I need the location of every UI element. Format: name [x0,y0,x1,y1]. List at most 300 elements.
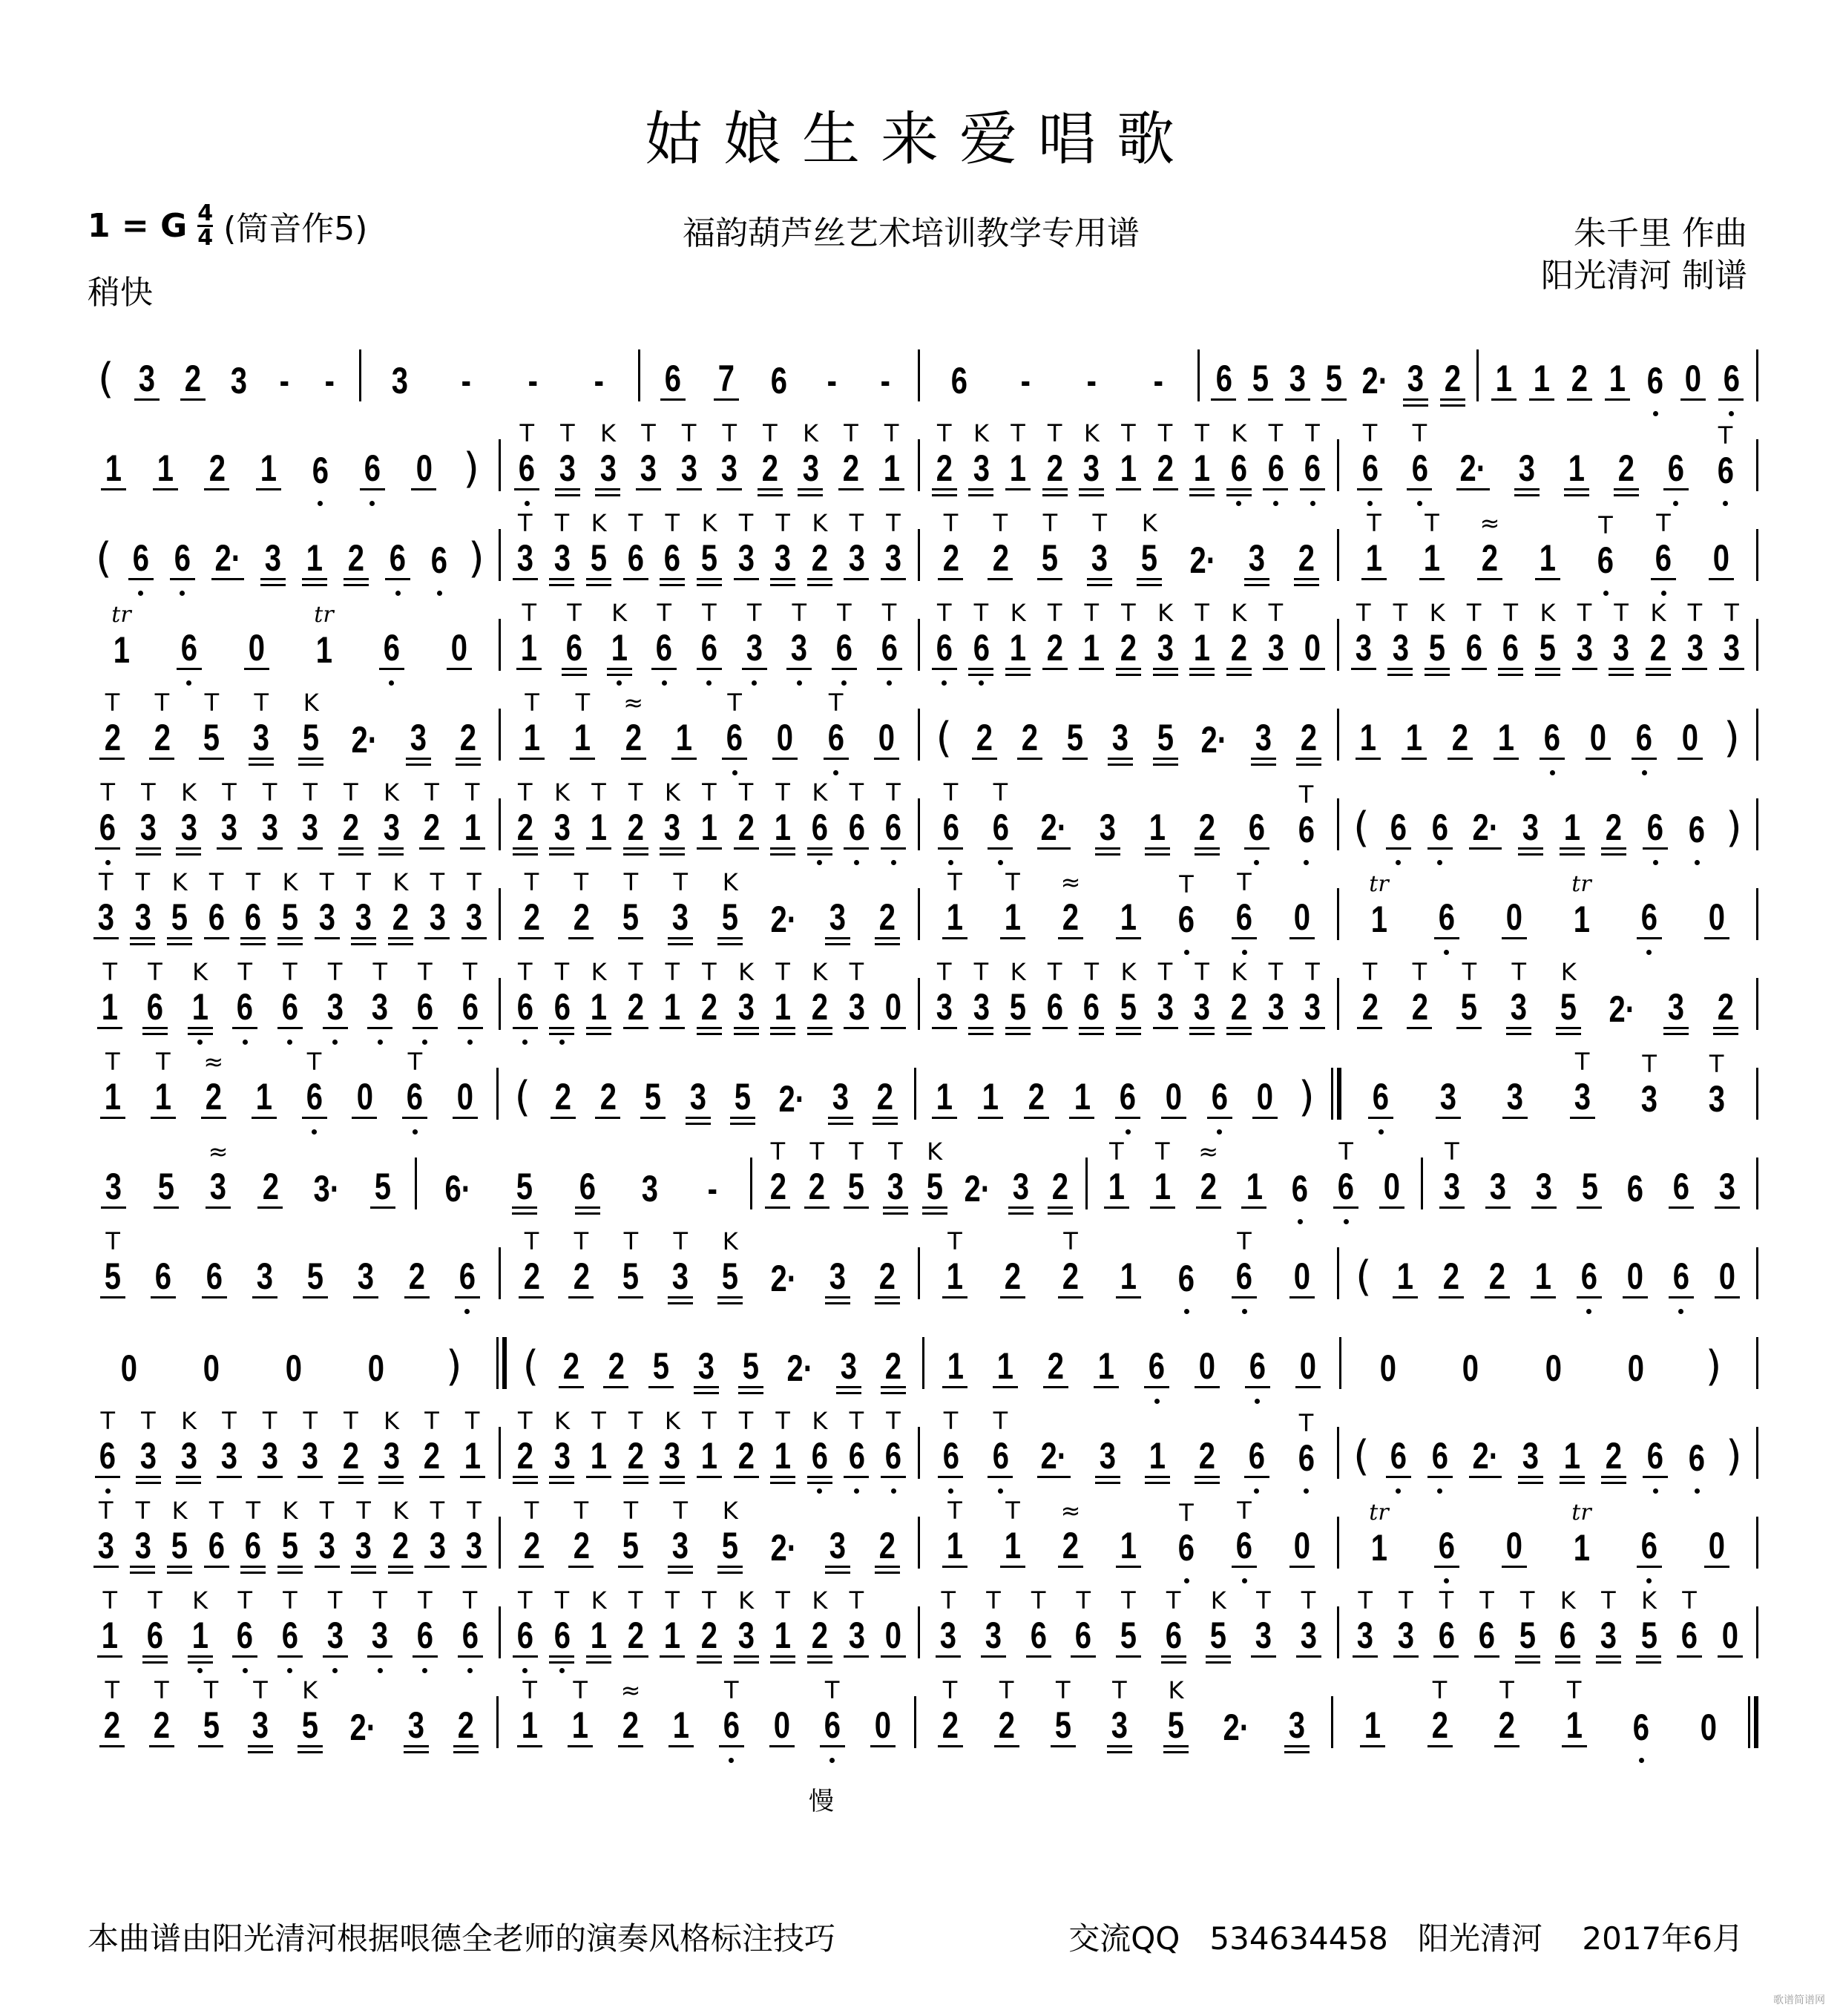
note-digit: 1 [982,1076,999,1117]
note [154,1135,179,1224]
note [660,326,686,416]
articulation-mark: T [518,1586,533,1615]
note-digit: 6 [208,896,225,938]
note-digit: 2 [1062,1255,1080,1297]
note-digit: 5 [700,537,718,579]
note-digit: 3 [1357,1615,1374,1656]
low-octave-dot [1653,411,1658,416]
note-digit: 6 [1597,539,1614,581]
measure [1088,1135,1421,1224]
articulation-mark: K [1650,599,1666,627]
note-digit: 2 [608,1345,625,1387]
articulation-mark: T [1011,419,1025,447]
note-digit: 0 [1198,1345,1216,1387]
note-digit: 3 [105,1166,122,1207]
low-octave-dot [729,1758,734,1763]
note [1637,1494,1662,1583]
articulation-mark: T [888,1137,903,1166]
underline [623,847,648,858]
note [932,1045,957,1135]
articulation-mark: T [372,1586,388,1615]
note [413,1583,438,1673]
underline [411,488,436,499]
note-digit: 1 [1120,447,1137,489]
note-digit: 0 [1293,1525,1311,1566]
note-digit: 1 [306,537,323,579]
low-octave-dot [979,680,984,686]
underline [807,1476,832,1487]
note [116,1314,142,1404]
note-digit: 3 [1600,1615,1617,1656]
underline [1145,1476,1170,1487]
underline [1195,1386,1220,1397]
note [454,326,479,416]
note [1555,1583,1580,1673]
underline [734,1655,759,1667]
articulation-mark: T [1084,958,1100,986]
note-digit: 5 [301,1704,318,1746]
note-digit: 2 [1361,986,1379,1028]
underline [1535,668,1560,679]
note-digit: 0 [1627,1347,1644,1389]
note [1037,506,1062,596]
underline [427,580,452,589]
note [1485,1135,1511,1224]
note [1425,596,1450,686]
underline [1623,1296,1648,1307]
articulation-mark: K [1157,599,1174,627]
note [807,775,832,865]
articulation-mark: T [884,419,899,447]
note [770,1583,795,1673]
underline [1562,1745,1587,1756]
articulation-mark: T [1154,1137,1170,1166]
underline [323,1027,348,1038]
note-digit: 2 [1230,627,1247,669]
note [411,416,436,506]
note-digit: 1 [1120,1525,1137,1566]
underline [1419,578,1445,589]
note-digit: 6 [1177,1527,1195,1569]
note-digit: 0 [1718,1255,1736,1297]
note-digit: 2 [737,807,755,848]
note [167,1494,192,1583]
trill-mark: tr [1369,871,1389,897]
note [1407,416,1432,506]
note-digit: 3 [383,1435,400,1477]
articulation-mark: K [973,419,989,447]
note [1651,506,1676,596]
underline [874,758,899,769]
note-digit: 0 [203,1347,220,1389]
articulation-mark: K [383,1407,399,1435]
articulation-mark: T [222,1407,237,1435]
note-digit: 3 [672,1255,689,1297]
articulation-mark: T [574,868,589,896]
note-digit: 1 [1405,717,1423,758]
note [1263,416,1288,506]
note-digit: 3 [139,358,156,399]
low-octave-dot [422,1668,427,1673]
underline [714,398,739,410]
note-digit: 6 [579,1166,596,1207]
note-digit: 3 [973,986,990,1028]
articulation-mark: T [567,599,582,627]
note-digit: 3 [429,1525,446,1566]
underline [883,1206,908,1218]
underline [370,1206,395,1218]
note [1251,1583,1276,1673]
note-digit: 3 [220,1435,238,1477]
underline [1606,1029,1638,1038]
underline [514,488,539,499]
low-octave-dot [1217,1129,1222,1135]
underline [1407,1027,1432,1038]
note [875,865,900,955]
underline [1637,937,1662,948]
note [767,1494,800,1583]
note [881,955,906,1045]
underline [298,847,323,858]
note [767,865,800,955]
underline [1195,1476,1220,1487]
note-digit: 6 [950,360,967,401]
underline [717,1296,743,1307]
note [1153,416,1178,506]
measure [507,1314,921,1404]
underline [586,1655,611,1667]
underline [298,1745,323,1756]
note [1244,1404,1269,1494]
note-digit: 3 [737,986,755,1028]
note [252,1045,277,1135]
note [1704,865,1729,955]
note-digit: 2 [573,1255,590,1297]
underline [404,1745,429,1756]
underline [1094,1386,1119,1397]
note-digit: 6 [1267,447,1284,489]
low-octave-dot [817,1488,822,1494]
note [1713,416,1738,506]
note-digit: 6 [306,1076,323,1117]
measure [82,1494,499,1583]
articulation-mark: T [1709,1050,1724,1078]
note [244,596,269,686]
underline [100,1117,125,1128]
note [1226,416,1252,506]
note-digit: 3 [1099,1435,1116,1477]
note [513,775,538,865]
note [188,955,213,1045]
note [1284,1673,1310,1763]
score-row [82,416,1758,506]
underline [151,1296,176,1307]
note [734,775,759,865]
underline [825,1296,850,1307]
note [136,1404,161,1494]
note-digit: 2 [457,1704,475,1746]
low-octave-dot [833,770,838,775]
note [260,506,286,596]
note-digit: 1 [1004,1525,1022,1566]
underline [742,668,767,679]
measure [82,506,499,596]
note [101,416,126,506]
note [1287,1135,1312,1224]
underline [1540,758,1565,769]
underline [1048,1206,1073,1218]
note [1569,1494,1594,1583]
underline [441,1209,474,1218]
note [370,1135,395,1224]
note [734,1404,759,1494]
underline [232,1655,257,1667]
measure [82,865,499,955]
note-digit: 1 [1009,627,1027,669]
underline [149,758,174,769]
underline [277,1027,303,1038]
low-octave-dot [180,591,185,596]
articulation-mark: T [673,1227,689,1255]
note [1062,686,1088,775]
note-digit: 5 [1167,1704,1185,1746]
note [766,326,792,416]
note-digit: 6 [459,1255,476,1297]
note [277,1494,303,1583]
low-octave-dot [1254,1488,1259,1494]
underline [516,668,542,679]
articulation-mark: T [937,958,952,986]
underline [1251,1655,1276,1667]
note-digit: 3 [848,1615,865,1656]
articulation-mark: T [986,1586,1001,1615]
note-digit: 6 [884,807,902,848]
articulation-mark: T [1055,1676,1071,1704]
note-digit: 3 [642,1168,659,1209]
note-digit: 2 [878,1255,896,1297]
underline [1333,1206,1358,1218]
underline [199,1388,224,1397]
underline [697,847,722,858]
measure [1339,865,1756,955]
note-digit: 1 [775,1615,792,1656]
note [520,326,545,416]
note-digit: 0 [1700,1707,1717,1748]
note [346,1673,379,1763]
note-digit: 0 [1165,1076,1182,1117]
note [932,596,957,686]
note-digit: 0 [457,1076,474,1117]
underline [519,1296,544,1307]
note-digit: 6 [1580,1255,1598,1297]
note-digit: 3 [355,1525,372,1566]
note [461,865,487,955]
note-digit: 2 [1046,627,1063,669]
note [618,1494,643,1583]
underline [936,1655,961,1667]
articulation-mark: T [356,868,371,896]
underline [932,668,957,679]
note [1684,775,1709,865]
low-octave-dot [467,1040,473,1045]
underline [1531,1206,1557,1218]
underline [1043,1386,1068,1397]
note-digit: 1 [775,1435,792,1477]
note [1357,955,1382,1045]
note-digit: 6 [973,627,990,669]
note-digit: 1 [524,717,541,758]
note-digit: - [594,360,605,401]
note [338,775,364,865]
underline [1026,1655,1051,1667]
note [1095,775,1120,865]
note-digit: 3 [848,537,865,579]
underline [1601,847,1626,858]
note [151,1045,176,1135]
underline [807,1027,832,1038]
articulation-mark: T [1121,1586,1136,1615]
note-digit: 2 [104,717,121,758]
underline [767,1568,800,1577]
underline [1116,1027,1141,1038]
underline [972,758,997,769]
date: 2017年6月 [1582,1920,1744,1957]
articulation-mark: T [947,1227,962,1255]
note-digit: 1 [664,986,681,1028]
underline [618,937,643,948]
note-digit: 5 [1120,986,1137,1028]
note [1440,326,1465,416]
underline [252,1117,277,1128]
note [994,1673,1019,1763]
note-digit: 2 [1481,537,1499,579]
note [272,326,297,416]
note [1448,686,1473,775]
note-digit: 1 [936,1076,953,1117]
articulation-mark: T [809,1137,824,1166]
note [97,1583,122,1673]
note-digit: 1 [1370,899,1387,940]
articulation-mark: T [849,1407,864,1435]
articulation-mark: T [1237,1227,1252,1255]
underline [1393,1296,1418,1307]
note-digit: 3 [553,807,571,848]
trill-mark: tr [1369,1500,1389,1526]
note [825,865,850,955]
articulation-mark: T [1412,958,1427,986]
note [134,326,160,416]
note [1220,1673,1252,1763]
articulation-mark: T [1268,958,1284,986]
underline [419,1476,444,1487]
underline [717,488,742,499]
measure [501,596,918,686]
note-digit: 3 [640,447,657,489]
note-digit: 6 [146,986,164,1028]
note [1713,955,1738,1045]
note-digit: 5 [307,1255,324,1297]
underline [1079,1027,1104,1038]
low-octave-dot [887,680,892,686]
note [1189,596,1215,686]
underline [456,758,481,769]
note [575,1135,600,1224]
articulation-mark: T [141,778,156,807]
measure [920,865,1337,955]
underline [881,1386,906,1397]
underline [993,1386,1018,1397]
underline [881,847,906,858]
note [1186,506,1219,596]
underline [767,939,800,948]
note [1434,865,1459,955]
note [1071,1583,1096,1673]
underline [217,1476,242,1487]
underline [176,847,201,858]
note-digit: 1 [1083,627,1100,669]
note-digit: 3 [985,1615,1002,1656]
underline [1244,578,1269,589]
note [1296,686,1321,775]
tempo-marking: 稍快 [88,274,153,312]
note [379,596,404,686]
articulation-mark: T [886,1407,901,1435]
note-digit: 6 [1672,1255,1690,1297]
low-octave-dot [1126,1129,1131,1135]
note [1531,1224,1556,1314]
note-digit: 1 [1573,899,1590,940]
note-digit: 6 [835,627,853,669]
low-octave-dot [378,1668,383,1673]
underline [1300,488,1325,499]
underline [1556,1027,1581,1038]
low-octave-dot [1304,1488,1309,1494]
underline [1037,1476,1070,1487]
low-octave-dot [854,1488,859,1494]
underline [136,847,161,858]
note [513,1583,538,1673]
parenthesis: ) [1726,1432,1742,1480]
note [344,506,369,596]
note [1704,1494,1729,1583]
articulation-mark: T [154,689,170,717]
note-digit: 1 [260,447,277,489]
note [807,1583,832,1673]
note-digit: 1 [1423,537,1441,579]
measure [82,326,359,416]
note [772,686,798,775]
underline [734,578,759,589]
note [1514,416,1540,506]
underline [385,578,410,589]
score-row [82,506,1758,596]
articulation-mark: K [303,689,319,717]
note [968,955,993,1045]
note-digit: 3 [1718,1166,1736,1207]
note-digit: 3 [220,807,238,848]
underline [551,1117,576,1128]
note-digit: 1 [1533,358,1551,399]
note [568,1224,594,1314]
note [660,775,685,865]
underline [151,1117,176,1128]
underline [97,1027,122,1038]
underline [1174,1568,1199,1577]
note [277,1583,303,1673]
underline [873,1117,898,1128]
underline [828,1117,853,1128]
note-digit: 3 [553,1435,571,1477]
